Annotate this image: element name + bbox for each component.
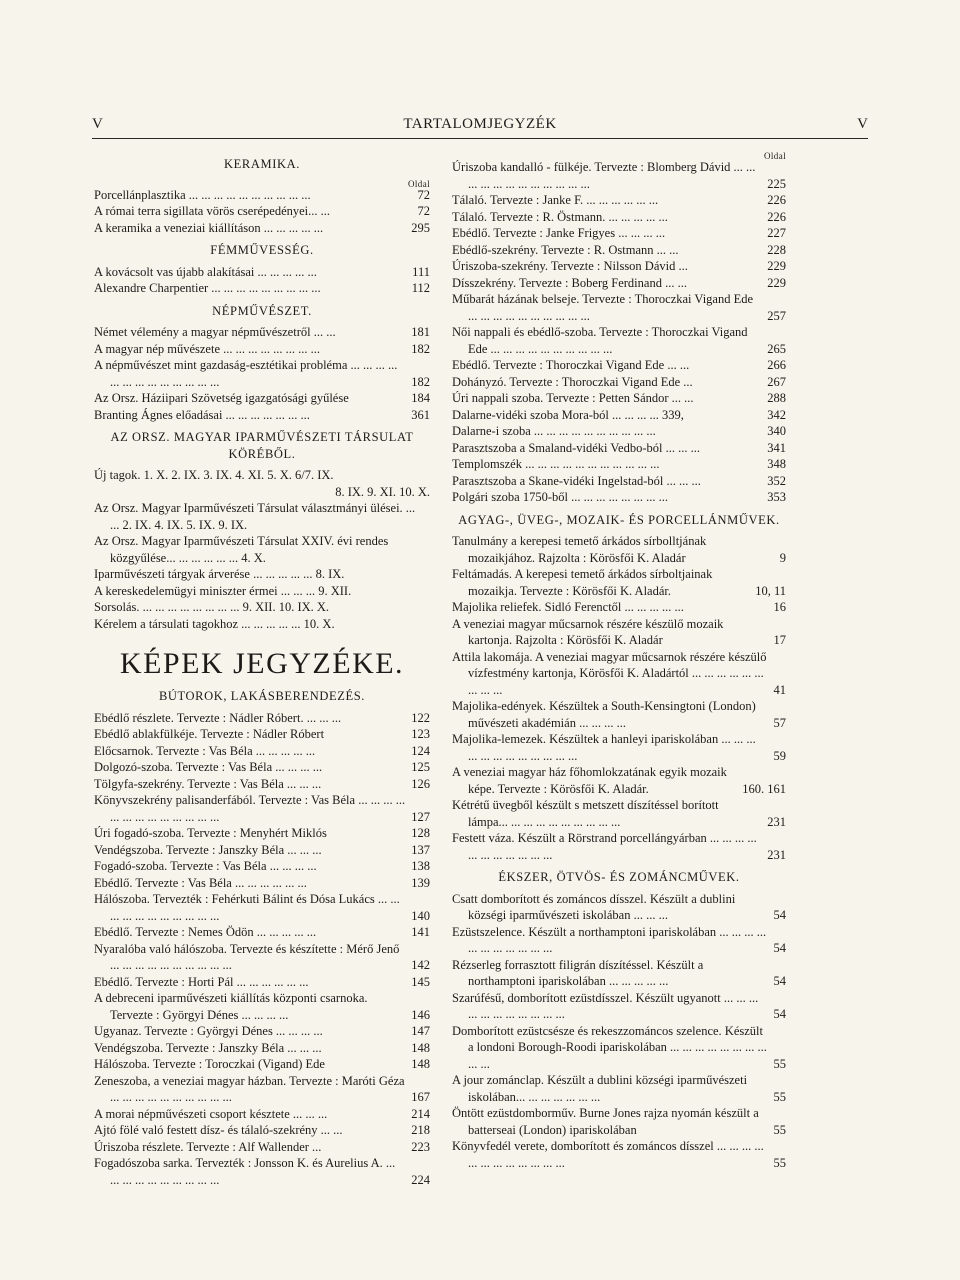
toc-entry	[94, 467, 430, 484]
toc-entry	[94, 924, 430, 941]
toc-entry-page: 184	[411, 391, 430, 405]
toc-entry-page: 341	[767, 440, 786, 455]
toc-entry	[94, 1155, 430, 1188]
toc-entry	[94, 776, 430, 793]
toc-entry-title: Porcellánplasztika ... ... ... ... ... ... ... ... ... ...	[94, 187, 311, 202]
toc-entry	[94, 1040, 430, 1057]
section-heading: KERAMIKA.	[224, 157, 300, 171]
toc-entry	[452, 456, 786, 473]
toc-entry-title: Templomszék ... ... ... ... ... ... ... ... ... ... ...	[452, 457, 660, 471]
toc-entry	[94, 990, 430, 1023]
toc-entry	[94, 825, 430, 842]
toc-entry-page: 227	[767, 226, 786, 240]
toc-entry-page: 17	[773, 633, 786, 647]
toc-entry-title: Parasztszoba a Smaland-vidéki Vedbo-ból ... ... ...	[452, 440, 700, 455]
toc-entry-title: Kérelem a társulati tagokhoz ... ... ... ... ... 10. X.	[94, 616, 335, 631]
toc-entry-title: A morai népművészeti csoport késztete ... ... ...	[94, 1106, 328, 1121]
toc-entry-title: Szarúfésű, domborított ezüstdísszel. Készült ugyanott ... ... ... ... ... ... ... ... ... ... ...	[452, 990, 759, 1021]
toc-entry-title: A keramika a veneziai kiállításon ... ... ... ... ...	[94, 220, 324, 235]
toc-entry-title: Parasztszoba a Skane-vidéki Ingelstad-ból ... ... ...	[452, 473, 701, 488]
toc-entry-title: Úri fogadó-szoba. Tervezte : Menyhért Miklós	[94, 826, 327, 840]
toc-entry-page: 148	[411, 1040, 430, 1055]
header-rule	[92, 138, 868, 139]
toc-entry-title: Új tagok. 1. X. 2. IX. 3. IX. 4. XI. 5. X. 6/7. IX.	[94, 468, 334, 482]
toc-entry-title: Domborított ezüstcsésze és rekeszzománcos szelence. Készült a londoni Borough-Roodi ipariskolában ... ... ... ... ... ... ... ... ... ...	[452, 1023, 767, 1071]
toc-entry-title: Női nappali és ebédlő-szoba. Tervezte : Thoroczkai Vigand Ede ... ... ... ... ... ... ... ... ... ...	[452, 325, 748, 356]
toc-entry-page: 229	[767, 275, 786, 290]
toc-entry-title: Tálaló. Tervezte : R. Östmann. ... ... ... ... ...	[452, 209, 668, 224]
toc-entry	[452, 764, 786, 797]
toc-entry	[94, 566, 430, 583]
toc-entry-page: 348	[767, 457, 786, 471]
toc-entry-page: 140	[411, 908, 430, 923]
toc-entry-title: Ugyanaz. Tervezte : Györgyi Dénes ... ... ... ...	[94, 1024, 323, 1038]
toc-entry-page: 122	[411, 710, 430, 725]
toc-entry-title: Attila lakomája. A veneziai magyar műcsarnok részére készülő vízfestmény kartonja, Körösfői K. Aladártól ... ... ... ... ... ... ... ... ...	[452, 649, 767, 697]
toc-entry-page: 57	[773, 715, 786, 730]
toc-entry-page: 54	[773, 974, 786, 988]
toc-entry	[94, 1139, 430, 1156]
toc-entry	[452, 242, 786, 259]
toc-entry-title: A jour zománclap. Készült a dublini községi iparművészeti iskolában... ... ... ... ... ... ...	[452, 1073, 748, 1104]
toc-entry	[94, 759, 430, 776]
section-heading: ÉKSZER, ÖTVÖS- ÉS ZOMÁNCMŰVEK.	[498, 870, 740, 884]
toc-entry-page: 127	[411, 809, 430, 824]
toc-entry-title: Német vélemény a magyar népművészetről ... ...	[94, 325, 336, 339]
toc-entry-title: Az Orsz. Magyar Iparművészeti Társulat XXIV. évi rendes közgyűlése... ... ... ... ... ... 4. X.	[94, 534, 389, 565]
toc-entry-page: 139	[411, 875, 430, 890]
toc-entry	[94, 264, 430, 281]
toc-entry-page: 125	[411, 760, 430, 774]
toc-entry-title: Alexandre Charpentier ... ... ... ... ... ... ... ... ...	[94, 281, 321, 295]
right-column	[452, 150, 786, 1171]
running-header	[92, 116, 868, 140]
toc-entry	[94, 407, 430, 424]
toc-entry-title: Sorsolás. ... ... ... ... ... ... ... ... 9. XII. 10. IX. X.	[94, 600, 330, 614]
toc-entry	[94, 941, 430, 974]
toc-entry-title: Dísszekrény. Tervezte : Boberg Ferdinand ... ...	[452, 275, 687, 290]
page-title: TARTALOMJEGYZÉK	[403, 116, 557, 132]
toc-entry-title: Úriszoba kandalló - fülkéje. Tervezte : Blomberg Dávid ... ... ... ... ... ... ... ... ... ... ... ...	[452, 160, 756, 191]
toc-entry	[94, 726, 430, 743]
toc-entry	[452, 566, 786, 599]
toc-entry	[452, 533, 786, 566]
toc-entry-page: 148	[411, 1057, 430, 1071]
toc-entry-page: 257	[767, 308, 786, 323]
toc-entry-title: Majolika reliefek. Sidló Ferenctől ... ... ... ... ...	[452, 600, 684, 614]
toc-entry-page: 124	[411, 743, 430, 758]
section-heading: FÉMMŰVESSÉG.	[210, 243, 314, 257]
toc-entry	[94, 891, 430, 924]
toc-entry-title: A veneziai magyar műcsarnok részére készülő mozaik kartonja. Rajzolta : Körösfői K. Aladár	[452, 616, 724, 647]
toc-entry	[452, 957, 786, 990]
toc-entry-title: Ebédlő részlete. Tervezte : Nádler Róbert. ... ... ...	[94, 710, 342, 725]
toc-entry-page: 55	[773, 1155, 786, 1170]
toc-entry	[452, 616, 786, 649]
toc-entry	[94, 341, 430, 358]
toc-entry	[452, 225, 786, 242]
page-column-label: Oldal	[764, 151, 786, 161]
toc-entry-page: 231	[767, 847, 786, 862]
toc-entry-title: Ebédlő. Tervezte : Janke Frigyes ... ... ... ...	[452, 226, 666, 240]
toc-entry	[94, 1073, 430, 1106]
toc-entry-page: 10, 11	[755, 583, 786, 598]
toc-entry-title: Rézserleg forrasztott filigrán díszítéssel. Készült a northamptoni ipariskolában ... ... ... ... ...	[452, 957, 704, 988]
toc-entry-page: 146	[411, 1007, 430, 1022]
toc-entry-page: 182	[411, 341, 430, 356]
toc-entry-title: Hálószoba. Tervezték : Fehérkuti Bálint és Dósa Lukács ... ... ... ... ... ... ... ... ... ... ...	[94, 892, 400, 923]
toc-entry	[452, 374, 786, 391]
toc-entry-page: 352	[767, 473, 786, 488]
toc-entry	[452, 390, 786, 407]
toc-entry	[452, 357, 786, 374]
toc-entry	[94, 599, 430, 616]
toc-entry-title: Ajtó fölé való festett dísz- és tálaló-szekrény ... ...	[94, 1123, 343, 1137]
toc-entry-page: 361	[411, 407, 430, 422]
toc-entry	[94, 324, 430, 341]
toc-entry	[452, 423, 786, 440]
toc-entry	[452, 891, 786, 924]
toc-entry-title: A magyar nép művészete ... ... ... ... ... ... ... ...	[94, 341, 320, 356]
toc-entry-page: 265	[767, 341, 786, 356]
toc-entry-title: Dalarne-vidéki szoba Mora-ból ... ... ... ... 339,	[452, 407, 684, 422]
toc-entry-page: 55	[773, 1122, 786, 1137]
toc-entry	[94, 1106, 430, 1123]
toc-entry	[94, 533, 430, 566]
toc-entry-title: Előcsarnok. Tervezte : Vas Béla ... ... ... ... ...	[94, 743, 316, 758]
toc-entry-page: 181	[411, 325, 430, 339]
toc-entry	[452, 1138, 786, 1171]
toc-entry-title: Majolika-lemezek. Készültek a hanleyi ipariskolában ... ... ... ... ... ... ... ... ... ... ... ...	[452, 732, 756, 763]
toc-entry	[452, 407, 786, 424]
toc-entry-title: Ebédlő. Tervezte : Horti Pál ... ... ... ... ... ...	[94, 974, 309, 989]
toc-entry	[452, 599, 786, 616]
toc-entry-title: Ebédlő-szekrény. Tervezte : R. Ostmann ... ...	[452, 242, 679, 257]
left-column	[94, 150, 430, 1188]
toc-entry-page: 228	[767, 242, 786, 257]
toc-entry-page: 54	[773, 941, 786, 955]
toc-entry-page: 138	[411, 859, 430, 873]
section-heading: AZ ORSZ. MAGYAR IPARMŰVÉSZETI TÁRSULAT KÖRÉBŐL.	[110, 430, 414, 461]
toc-entry-page: 214	[411, 1106, 430, 1121]
toc-entry	[452, 209, 786, 226]
toc-entry	[94, 974, 430, 991]
toc-entry	[452, 797, 786, 830]
toc-entry-page: 72	[417, 187, 430, 202]
toc-entry-page: 340	[767, 424, 786, 438]
toc-entry	[94, 710, 430, 727]
toc-entry-title: Fogadó-szoba. Tervezte : Vas Béla ... ... ... ...	[94, 859, 317, 873]
toc-entry-page: 182	[411, 374, 430, 389]
toc-entry-page: 126	[411, 776, 430, 791]
toc-entry-page: 295	[411, 220, 430, 235]
list-title: KÉPEK JEGYZÉKE.	[119, 647, 405, 680]
toc-entry-title: Iparművészeti tárgyak árverése ... ... ... ... ... 8. IX.	[94, 567, 345, 581]
toc-entry-title: Branting Ágnes előadásai ... ... ... ... ... ... ...	[94, 407, 310, 422]
toc-entry-title: Az Orsz. Magyar Iparművészeti Társulat választmányi ülései. ... ... 2. IX. 4. IX. 5. IX. 9. IX.	[94, 501, 416, 532]
toc-entry-page: 229	[767, 259, 786, 273]
toc-entry-title: Könyvfedél verete, domborított és zománcos dísszel ... ... ... ... ... ... ... ... ... ... ... ...	[452, 1139, 764, 1170]
section-heading: BÚTOROK, LAKÁSBERENDEZÉS.	[158, 689, 366, 703]
toc-entry-page: 141	[411, 925, 430, 939]
toc-entry-title: Kétrétű üvegből készült s metszett díszítéssel borított lámpa... ... ... ... ... ... ... ... ... ...	[452, 798, 719, 829]
toc-entry-title: Tölgyfa-szekrény. Tervezte : Vas Béla ... ... ...	[94, 776, 322, 791]
toc-entry	[452, 924, 786, 957]
toc-entry-title: A veneziai magyar ház főhomlokzatának egyik mozaik képe. Tervezte : Körösfői K. Aladár.	[452, 765, 727, 796]
toc-entry	[94, 858, 430, 875]
toc-entry-page: 147	[411, 1024, 430, 1038]
toc-entry-title: Dohányzó. Tervezte : Thoroczkai Vigand Ede ...	[452, 374, 693, 389]
toc-entry-page: 55	[773, 1056, 786, 1071]
toc-entry	[452, 1105, 786, 1138]
toc-entry	[452, 489, 786, 506]
toc-entry	[94, 203, 430, 220]
toc-entry-page: 223	[411, 1139, 430, 1154]
toc-entry-page: 353	[767, 490, 786, 504]
toc-entry-page: 266	[767, 358, 786, 372]
toc-entry	[452, 649, 786, 699]
toc-entry	[94, 357, 430, 390]
toc-entry	[94, 875, 430, 892]
toc-entry-title: Fogadószoba sarka. Tervezték : Jonsson K. és Aurelius A. ... ... ... ... ... ... ... ... ... ...	[94, 1156, 396, 1187]
toc-entry-page: 167	[411, 1090, 430, 1104]
toc-entry-page: 160. 161	[742, 781, 786, 796]
toc-entry-page: 226	[767, 193, 786, 207]
toc-entry	[452, 1023, 786, 1073]
toc-entry	[94, 1056, 430, 1073]
toc-entry-page: 137	[411, 842, 430, 857]
toc-entry-title: Ebédlő ablakfülkéje. Tervezte : Nádler Róbert	[94, 727, 325, 741]
toc-entry-title: A debreceni iparművészeti kiállítás központi csarnoka. Tervezte : Györgyi Dénes ... ... ... ...	[94, 991, 368, 1022]
toc-entry-title: Könyvszekrény palisanderfából. Tervezte : Vas Béla ... ... ... ... ... ... ... ... ... ... ... ... ...	[94, 793, 406, 824]
toc-entry-title: Ezüstszelence. Készült a northamptoni ipariskolában ... ... ... ... ... ... ... ... ... ... ...	[452, 924, 767, 955]
toc-entry-page: 288	[767, 391, 786, 405]
toc-entry-title: Festett váza. Készült a Rörstrand porcellángyárban ... ... ... ... ... ... ... ... ... ... ...	[452, 831, 757, 862]
toc-entry	[94, 187, 430, 204]
toc-entry	[452, 830, 786, 863]
toc-entry-title: Feltámadás. A kerepesi temető árkádos sírboltjainak mozaikja. Tervezte : Körösfői K. Aladár.	[452, 567, 713, 598]
toc-entry-page: 225	[767, 176, 786, 191]
toc-entry-page: 128	[411, 826, 430, 840]
toc-entry-title: Dalarne-i szoba ... ... ... ... ... ... ... ... ... ...	[452, 424, 656, 438]
section-heading: NÉPMŰVÉSZET.	[212, 303, 312, 318]
toc-entry-title: A kovácsolt vas újabb alakításai ... ... ... ... ...	[94, 264, 317, 279]
toc-entry-page: 224	[411, 1172, 430, 1187]
toc-entry	[94, 616, 430, 633]
page-number-left: V	[92, 116, 103, 132]
toc-entry-title: Vendégszoba. Tervezte : Janszky Béla ... ... ...	[94, 1040, 322, 1055]
toc-entry-page: 55	[773, 1089, 786, 1104]
toc-entry-title: Vendégszoba. Tervezte : Janszky Béla ... ... ...	[94, 842, 322, 857]
toc-entry-title: Majolika-edények. Készültek a South-Kensingtoni (London) művészeti akadémián ... ... ... ...	[452, 699, 756, 730]
toc-entry-page: 218	[411, 1123, 430, 1137]
toc-entry	[452, 159, 786, 192]
toc-entry	[452, 275, 786, 292]
toc-entry-title: Hálószoba. Tervezte : Toroczkai (Vigand) Ede	[94, 1057, 325, 1071]
toc-entry-page: 231	[767, 814, 786, 829]
toc-entry	[94, 583, 430, 600]
toc-entry-page: 54	[773, 908, 786, 922]
toc-entry-page: 112	[411, 281, 430, 295]
toc-entry	[94, 280, 430, 297]
toc-entry-page: 342	[767, 407, 786, 422]
toc-entry-page: 226	[767, 209, 786, 224]
toc-entry-title: Ebédlő. Tervezte : Nemes Ödön ... ... ... ... ...	[94, 925, 317, 939]
toc-entry-page: 9	[779, 550, 786, 565]
toc-entry-page: 41	[773, 682, 786, 697]
toc-entry-title: Tanulmány a kerepesi temető árkádos sírbolltjának mozaikjához. Rajzolta : Körösfői K. Aladár	[452, 534, 707, 565]
toc-entry-page: 72	[417, 204, 430, 218]
toc-entry	[94, 743, 430, 760]
page-number-right: V	[857, 116, 868, 132]
toc-entry	[452, 258, 786, 275]
toc-entry-title: Zeneszoba, a veneziai magyar házban. Tervezte : Maróti Géza ... ... ... ... ... ... ... ... ... ...	[94, 1073, 405, 1104]
page-column-label: Oldal	[408, 178, 430, 189]
toc-entry-page: 111	[412, 264, 430, 279]
toc-entry-title: Dolgozó-szoba. Tervezte : Vas Béla ... ... ... ...	[94, 760, 323, 774]
toc-entry	[94, 792, 430, 825]
toc-entry-page: 54	[773, 1007, 786, 1021]
toc-entry	[94, 1023, 430, 1040]
toc-entry-title: Úriszoba-szekrény. Tervezte : Nilsson Dávid ...	[452, 259, 688, 273]
toc-entry	[94, 390, 430, 407]
toc-entry-title: Nyaralóba való hálószoba. Tervezte és készítette : Mérő Jenő ... ... ... ... ... ... ... ... ... ...	[94, 941, 400, 972]
section-heading: AGYAG-, ÜVEG-, MOZAIK- ÉS PORCELLÁNMŰVEK.	[458, 512, 780, 527]
toc-entry	[452, 473, 786, 490]
toc-entry-title: Tálaló. Tervezte : Janke F. ... ... ... ... ... ...	[452, 193, 659, 207]
toc-entry-page: 16	[773, 600, 786, 614]
toc-entry-page: 145	[411, 974, 430, 989]
toc-entry-title: Műbarát házának belseje. Tervezte : Thoroczkai Vigand Ede ... ... ... ... ... ... ... ... ... ...	[452, 292, 754, 323]
toc-entry-title: Polgári szoba 1750-ből ... ... ... ... ... ... ... ...	[452, 490, 668, 504]
toc-entry	[452, 291, 786, 324]
toc-entry	[452, 990, 786, 1023]
toc-entry	[94, 500, 430, 533]
toc-entry	[94, 220, 430, 237]
toc-entry	[452, 192, 786, 209]
toc-entry-title: A népművészet mint gazdaság-esztétikai probléma ... ... ... ... ... ... ... ... ... ... ... ... ...	[94, 358, 398, 389]
toc-entry	[452, 698, 786, 731]
toc-entry	[452, 731, 786, 764]
toc-entry-title: Csatt domborított és zománcos dísszel. Készült a dublini községi iparművészeti iskolában ... ... ...	[452, 891, 736, 922]
toc-entry-title: Ebédlő. Tervezte : Vas Béla ... ... ... ... ... ...	[94, 875, 307, 890]
toc-entry-page: 123	[411, 727, 430, 741]
toc-entry	[452, 1072, 786, 1105]
toc-entry-page: 142	[411, 958, 430, 972]
toc-entry-title: A római terra sigillata vörös cserépedényei... ...	[94, 204, 331, 218]
toc-entry-title: A kereskedelemügyi miniszter érmei ... ... ... 9. XII.	[94, 583, 352, 598]
toc-entry	[94, 1122, 430, 1139]
toc-entry-title: Ebédlő. Tervezte : Thoroczkai Vigand Ede ... ...	[452, 358, 690, 372]
toc-entry-page: 267	[767, 374, 786, 389]
toc-entry-title: Öntött ezüstdomborműv. Burne Jones rajza nyomán készült a batterseai (London) ipariskolában	[452, 1106, 759, 1137]
toc-entry-page: 59	[773, 748, 786, 763]
toc-entry-title: Az Orsz. Háziipari Szövetség igazgatósági gyűlése	[94, 391, 349, 405]
toc-entry	[94, 842, 430, 859]
toc-entry	[452, 440, 786, 457]
toc-entry-continuation: 8. IX. 9. XI. 10. X.	[335, 484, 430, 499]
toc-entry	[452, 324, 786, 357]
toc-entry-title: Úri nappali szoba. Tervezte : Petten Sándor ... ...	[452, 391, 694, 405]
toc-entry-title: Úriszoba részlete. Tervezte : Alf Wallender ...	[94, 1139, 322, 1154]
